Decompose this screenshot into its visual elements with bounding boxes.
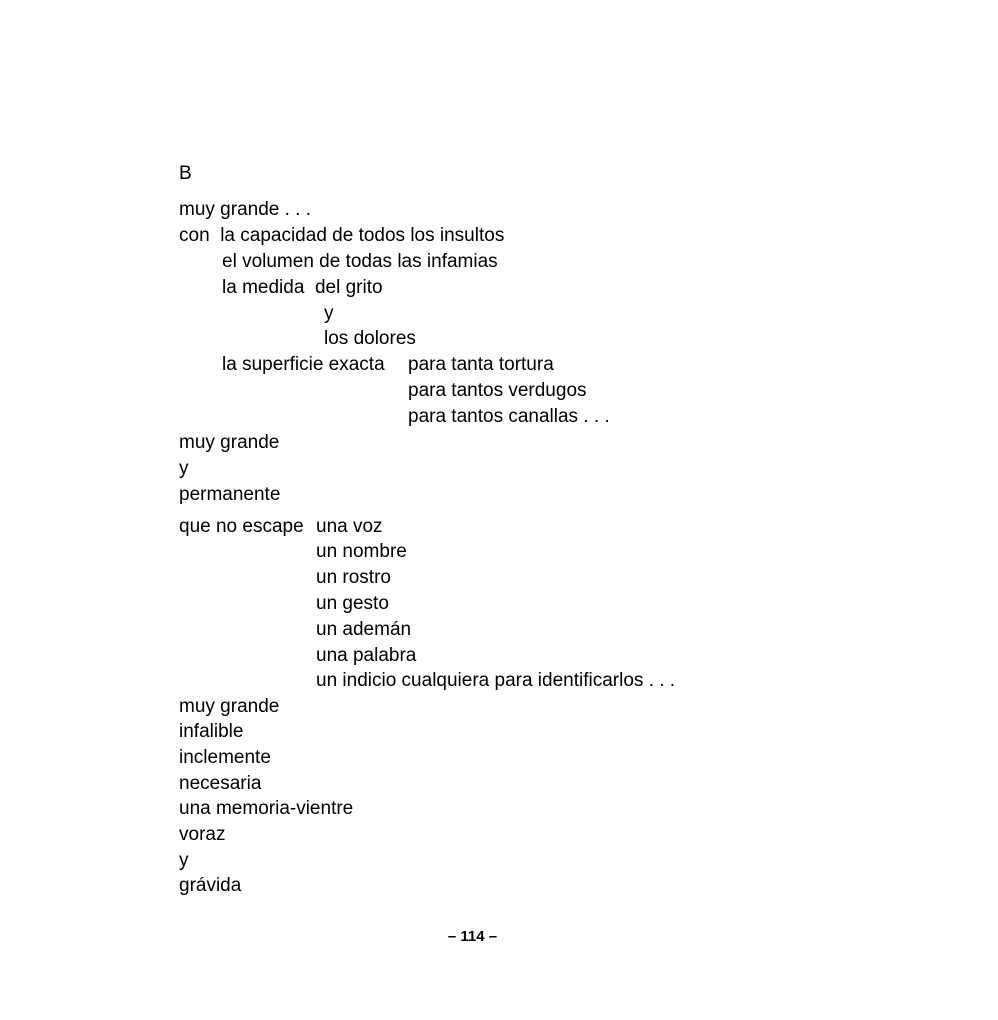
poem-line: un gesto [316,593,389,614]
poem-line: grávida [179,875,242,896]
poem-line: y [179,458,189,479]
poem-line: inclemente [179,747,271,768]
poem-line: que no escape [179,516,304,537]
poem-line: permanente [179,484,281,505]
poem-line: con la capacidad de todos los insultos [179,225,505,246]
poem-line: una voz [316,516,383,537]
poem-line: un indicio cualquiera para identificarlos . . . [316,670,676,691]
page-number: – 114 – [447,928,498,945]
poem-line: voraz [179,824,226,845]
poem-line: un nombre [316,541,407,562]
poem-line: una palabra [316,645,417,666]
poem-line: y [324,303,334,324]
poem-line: muy grande . . . [179,199,312,220]
poem-line: para tantos verdugos [408,380,587,401]
poem-line: muy grande [179,432,280,453]
poem-line: necesaria [179,773,262,794]
poem-line: los dolores [324,328,416,349]
poem-line: para tantos canallas . . . [408,406,610,427]
poem-line: la medida del grito [222,277,383,298]
poem-line: un rostro [316,567,391,588]
poem-line: para tanta tortura [408,354,554,375]
poem-line: la superficie exacta [222,354,385,375]
poem-line: un ademán [316,619,412,640]
section-letter: B [179,163,192,184]
poem-line: infalible [179,721,244,742]
poem-line: una memoria-vientre [179,798,354,819]
poem-line: muy grande [179,696,280,717]
poem-line: y [179,850,189,871]
poem-line: el volumen de todas las infamias [222,251,498,272]
